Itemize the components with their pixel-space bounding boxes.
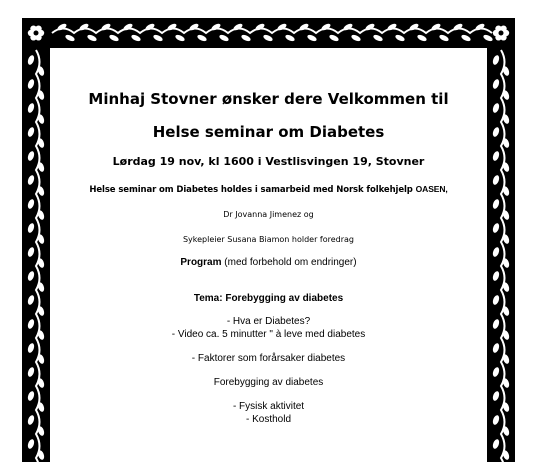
program-item-1: - Hva er Diabetes? [226, 316, 311, 327]
date-location: Lørdag 19 nov, kl 1600 i Vestlisvingen 19, Stovner [112, 155, 425, 168]
speaker-line-2: Sykepleier Susana Biamon holder foredrag [182, 235, 355, 244]
program-label: Program [180, 257, 222, 268]
tema-line [50, 293, 487, 304]
collaboration-text: Helse seminar om Diabetes holdes i samarbeid med Norsk folkehjelp [89, 185, 416, 195]
heading-line-2: Helse seminar om Diabetes [152, 123, 385, 141]
tema-value: : Forebygging av diabetes [219, 293, 344, 304]
program-item-3: - Faktorer som forårsaker diabetes [191, 353, 346, 364]
speaker-line-1: Dr Jovanna Jimenez og [223, 210, 314, 219]
heading-line-1: Minhaj Stovner ønsker dere Velkommen til [88, 90, 449, 108]
program-item-2: - Video ca. 5 minutter " à leve med diabetes [171, 329, 366, 340]
collaboration-line [50, 184, 487, 195]
tema-label: Tema [193, 293, 220, 304]
program-item-4: Forebygging av diabetes [213, 377, 324, 388]
collaboration-org: OASEN, [415, 184, 448, 194]
program-line [50, 257, 487, 268]
program-note: (med forbehold om endringer) [221, 257, 357, 268]
program-item-5: - Fysisk aktivitet [232, 401, 305, 412]
poster-content [50, 48, 487, 462]
program-item-6: - Kosthold [245, 414, 292, 425]
